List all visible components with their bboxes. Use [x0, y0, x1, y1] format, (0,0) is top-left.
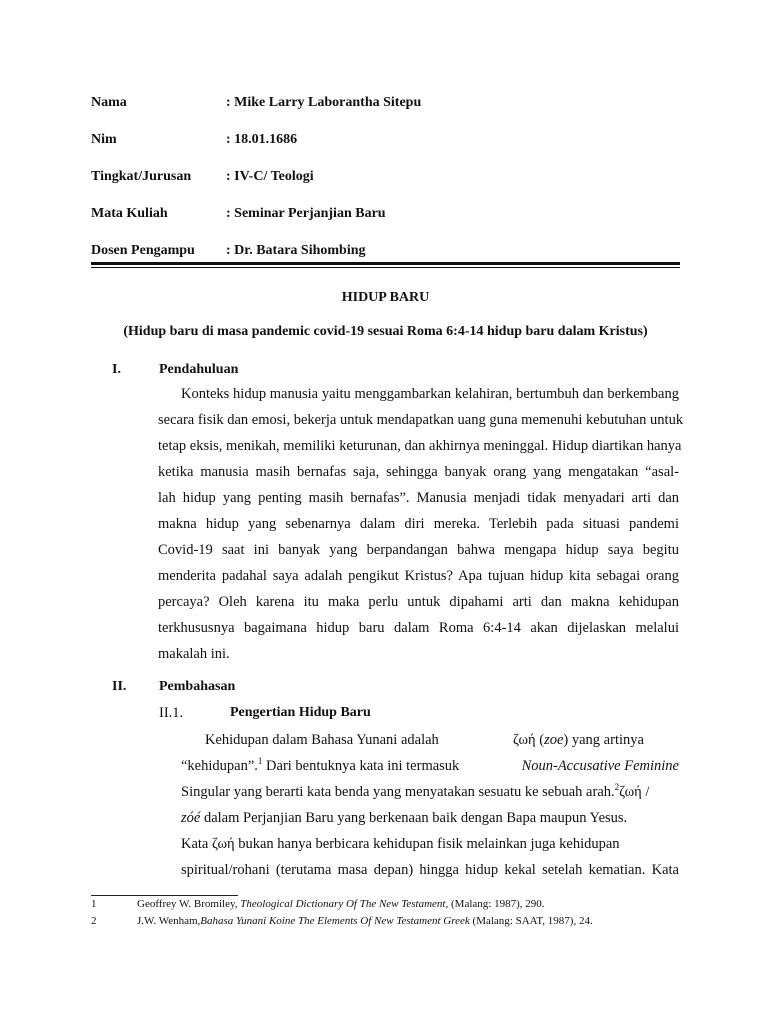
- footnote-text: , (Malang: 1987), 290.: [445, 898, 545, 910]
- footnote-ref[interactable]: 2: [614, 782, 620, 793]
- line-text: ) yang artinya: [563, 732, 644, 748]
- paragraph-line: [205, 732, 439, 749]
- section-heading-pembahasan: Pembahasan: [159, 679, 236, 694]
- line-text: “kehidupan”.: [181, 758, 258, 774]
- field-label-tingkat: Tingkat/Jurusan: [91, 169, 192, 184]
- paragraph-line: [181, 836, 679, 853]
- paragraph-line: Covid-19 saat ini banyak yang berpandangan bahwa mengapa hidup saya begitu: [158, 542, 679, 558]
- field-label-mata-kuliah: Mata Kuliah: [91, 206, 168, 221]
- italic-term: Noun-Accusative Feminine: [521, 758, 679, 774]
- header-rule-thin: [91, 267, 680, 268]
- subsection-number: II.1.: [159, 705, 184, 721]
- field-value-dosen: : Dr. Batara Sihombing: [226, 243, 366, 258]
- paragraph-line: menderita padahal saya adalah pengikut Kristus? Apa tujuan hidup kita sebagai orang: [158, 568, 679, 584]
- paragraph-line: [513, 732, 644, 749]
- section-number-2: II.: [112, 679, 127, 694]
- line-text: Dari bentuknya kata ini termasuk: [262, 758, 460, 774]
- line-text: Kata: [181, 836, 209, 852]
- field-value-nim: : 18.01.1686: [226, 132, 298, 147]
- footnote-number: 2: [91, 915, 97, 927]
- line-text: (: [539, 732, 545, 748]
- footnote-separator: [91, 895, 238, 896]
- paragraph-line: makna hidup yang sebenarnya dalam diri mereka. Terlebih pada situasi pandemi: [158, 516, 679, 532]
- paragraph-line: makalah ini.: [158, 646, 230, 662]
- document-subtitle: (Hidup baru di masa pandemic covid-19 sesuai Roma 6:4-14 hidup baru dalam Kristus): [123, 324, 648, 339]
- paragraph-line: ketika manusia masih bernafas saja, sehingga banyak orang yang mengatakan “asal-: [158, 464, 679, 480]
- greek-word: ζωή: [513, 732, 536, 748]
- document-title: HIDUP BARU: [341, 290, 430, 305]
- footnote-1: [137, 898, 544, 910]
- section-number-1: I.: [112, 362, 121, 377]
- footnote-book-title: Theological Dictionary Of The New Testament: [240, 898, 446, 910]
- section-heading-pendahuluan: Pendahuluan: [159, 362, 239, 377]
- paragraph-line: [181, 784, 679, 801]
- footnote-text: J.W. Wenham,: [137, 915, 201, 927]
- header-rule-thick: [91, 262, 680, 265]
- paragraph-line: lah hidup yang penting masih bernafas”. Manusia menjadi tidak menyadari arti dan: [158, 490, 679, 506]
- line-text: Singular yang berarti kata benda yang menyatakan sesuatu ke sebuah arah.: [181, 784, 615, 800]
- footnote-book-title: Bahasa Yunani Koine The Elements Of New Testament Greek: [200, 915, 470, 927]
- paragraph-line: tetap eksis, menikah, memiliki keturunan, dan akhirnya meninggal. Hidup diartikan hanya: [158, 438, 682, 454]
- field-label-dosen: Dosen Pengampu: [91, 243, 195, 258]
- field-value-nama: : Mike Larry Laborantha Sitepu: [226, 95, 422, 110]
- greek-word: ζωή: [619, 784, 642, 800]
- paragraph-line: [181, 810, 679, 827]
- line-text: dalam Perjanjian Baru yang berkenaan baik dengan Bapa maupun Yesus.: [200, 810, 628, 826]
- paragraph-line: terkhususnya bagaimana hidup baru dalam Roma 6:4-14 akan dijelaskan melalui: [158, 620, 679, 636]
- line-text: Kehidupan dalam Bahasa Yunani adalah: [205, 732, 439, 748]
- field-value-mata-kuliah: : Seminar Perjanjian Baru: [226, 206, 386, 221]
- field-label-nama: Nama: [91, 95, 127, 110]
- field-label-nim: Nim: [91, 132, 117, 147]
- paragraph-line: [181, 758, 679, 775]
- footnote-number: 1: [91, 898, 97, 910]
- paragraph-line: secara fisik dan emosi, bekerja untuk mendapatkan uang guna memenuhi kebutuhan untuk: [158, 412, 684, 428]
- paragraph-line: spiritual/rohani (terutama masa depan) hingga hidup kekal setelah kematian. Kata: [181, 862, 679, 878]
- greek-word: ζωή: [212, 836, 235, 852]
- subsection-heading: Pengertian Hidup Baru: [230, 705, 371, 720]
- transliteration: zoe: [544, 732, 564, 748]
- transliteration: zóé: [181, 810, 201, 826]
- footnote-2: [137, 915, 593, 927]
- line-text: bukan hanya berbicara kehidupan fisik melainkan juga kehidupan: [234, 836, 620, 852]
- line-text: /: [641, 784, 650, 800]
- footnote-ref[interactable]: 1: [257, 756, 263, 767]
- footnote-text: (Malang: SAAT, 1987), 24.: [469, 915, 593, 927]
- paragraph-line: percaya? Oleh karena itu maka perlu untuk dipahami arti dan makna kehidupan: [158, 594, 679, 610]
- field-value-tingkat: : IV-C/ Teologi: [226, 169, 314, 184]
- footnote-text: Geoffrey W. Bromiley,: [137, 898, 241, 910]
- paragraph-line: Konteks hidup manusia yaitu menggambarkan kelahiran, bertumbuh dan berkembang: [181, 386, 679, 402]
